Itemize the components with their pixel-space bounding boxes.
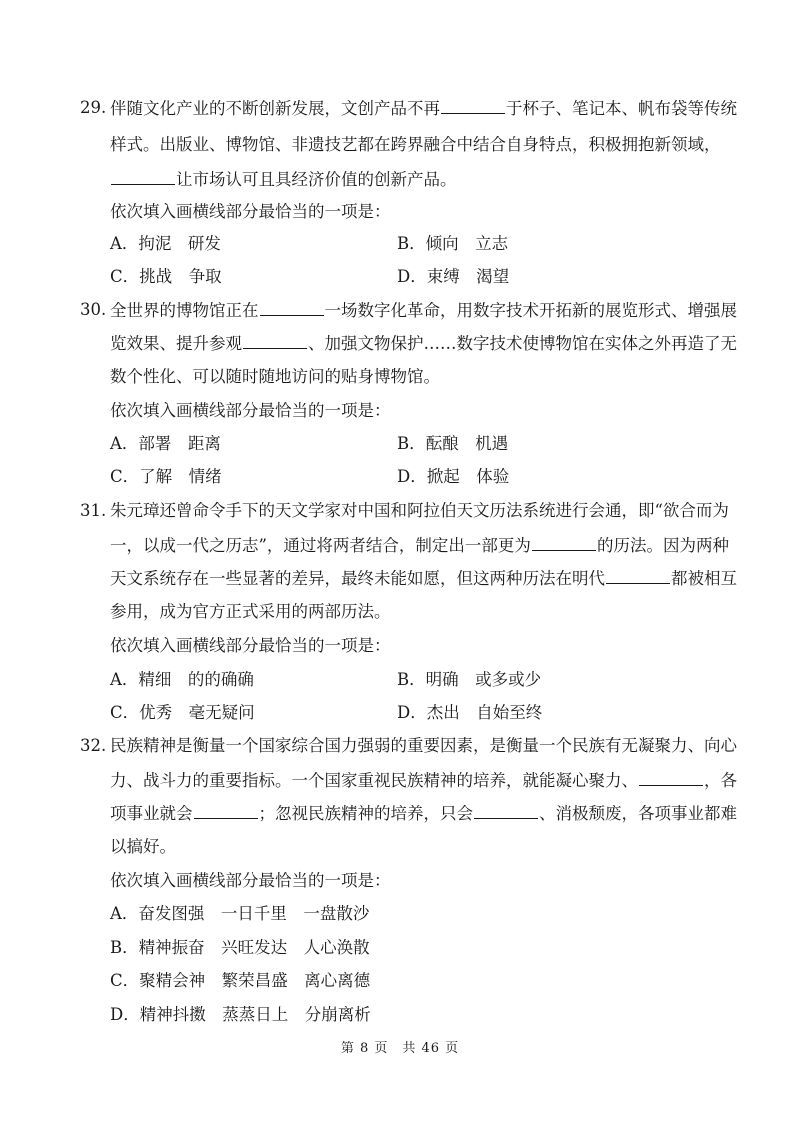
stem-line: 民族精神是衡量一个国家综合国力强弱的重要因素，是衡量一个民族有无凝聚力、向心: [110, 736, 737, 755]
fill-blank: [639, 768, 703, 786]
question-prompt: 依次填入画横线部分最恰当的一项是：: [110, 202, 391, 221]
question-prompt: 依次填入画横线部分最恰当的一项是：: [110, 401, 391, 420]
question-prompt: 依次填入画横线部分最恰当的一项是：: [110, 636, 391, 655]
option-b: B．酝酿 机遇: [397, 434, 509, 453]
question-number: 30.: [80, 300, 107, 319]
option-d: D．掀起 体验: [397, 467, 510, 486]
fill-blank: [441, 96, 505, 114]
option-d: D．精神抖擞 蒸蒸日上 分崩离析: [110, 1005, 371, 1024]
fill-blank: [111, 167, 175, 185]
option-d: D．杰出 自始至终: [397, 703, 543, 722]
option-a: A．拘泥 研发: [110, 234, 221, 253]
stem-line: 天文系统存在一些显著的差异，最终未能如愿，但这两种历法在明代 都被相互: [110, 566, 737, 591]
stem-line: 一，以成一代之历志”，通过将两者结合，制定出一部更为 的历法。因为两种: [110, 533, 729, 558]
stem-line: 览效果、提升参观 、加强文物保护……数字技术使博物馆在实体之外再造了无: [110, 331, 737, 356]
stem-line: 数个性化、可以随时随地访问的贴身博物馆。: [110, 367, 440, 386]
stem-line: 参用，成为官方正式采用的两部历法。: [110, 602, 391, 621]
option-c: C．了解 情绪: [110, 467, 222, 486]
option-b: B．倾向 立志: [397, 234, 509, 253]
question-number: 32.: [80, 736, 107, 755]
fill-blank: [606, 566, 670, 584]
stem-line: 全世界的博物馆正在 一场数字化革命，用数字技术开拓新的展览形式、增强展: [110, 298, 737, 323]
stem-line: 力、战斗力的重要指标。一个国家重视民族精神的培养，就能凝心聚力、 ，各: [110, 768, 737, 793]
stem-line: 项事业就会 ；忽视民族精神的培养，只会 、消极颓废，各项事业都难: [110, 801, 737, 826]
option-b: B．明确 或多或少: [397, 670, 542, 689]
option-a: A．精细 的的确确: [110, 670, 254, 689]
page-footer: 第 8 页 共 46 页: [340, 1041, 460, 1056]
fill-blank: [260, 298, 324, 316]
fill-blank: [194, 801, 258, 819]
question-prompt: 依次填入画横线部分最恰当的一项是：: [110, 871, 391, 890]
fill-blank: [243, 331, 307, 349]
question-number: 31.: [80, 501, 107, 520]
option-c: C．聚精会神 繁荣昌盛 离心离德: [110, 971, 371, 990]
option-c: C．挑战 争取: [110, 267, 222, 286]
stem-line: 朱元璋还曾命令手下的天文学家对中国和阿拉伯天文历法系统进行会通，即“欲合而为: [110, 501, 729, 520]
stem-line: 样式。出版业、博物馆、非遗技艺都在跨界融合中结合自身特点，积极拥抱新领域，: [110, 135, 721, 154]
fill-blank: [474, 801, 538, 819]
stem-line: 伴随文化产业的不断创新发展，文创产品不再 于杯子、笔记本、帆布袋等传统: [110, 96, 737, 121]
stem-line: 以搞好。: [110, 837, 176, 856]
stem-line: 让市场认可且具经济价值的创新产品。: [110, 167, 457, 192]
option-b: B．精神振奋 兴旺发达 人心涣散: [110, 938, 370, 957]
option-d: D．束缚 渴望: [397, 267, 510, 286]
question-number: 29.: [80, 98, 107, 117]
option-a: A．奋发图强 一日千里 一盘散沙: [110, 904, 370, 923]
option-a: A．部署 距离: [110, 434, 221, 453]
option-c: C．优秀 毫无疑问: [110, 703, 255, 722]
fill-blank: [532, 533, 596, 551]
